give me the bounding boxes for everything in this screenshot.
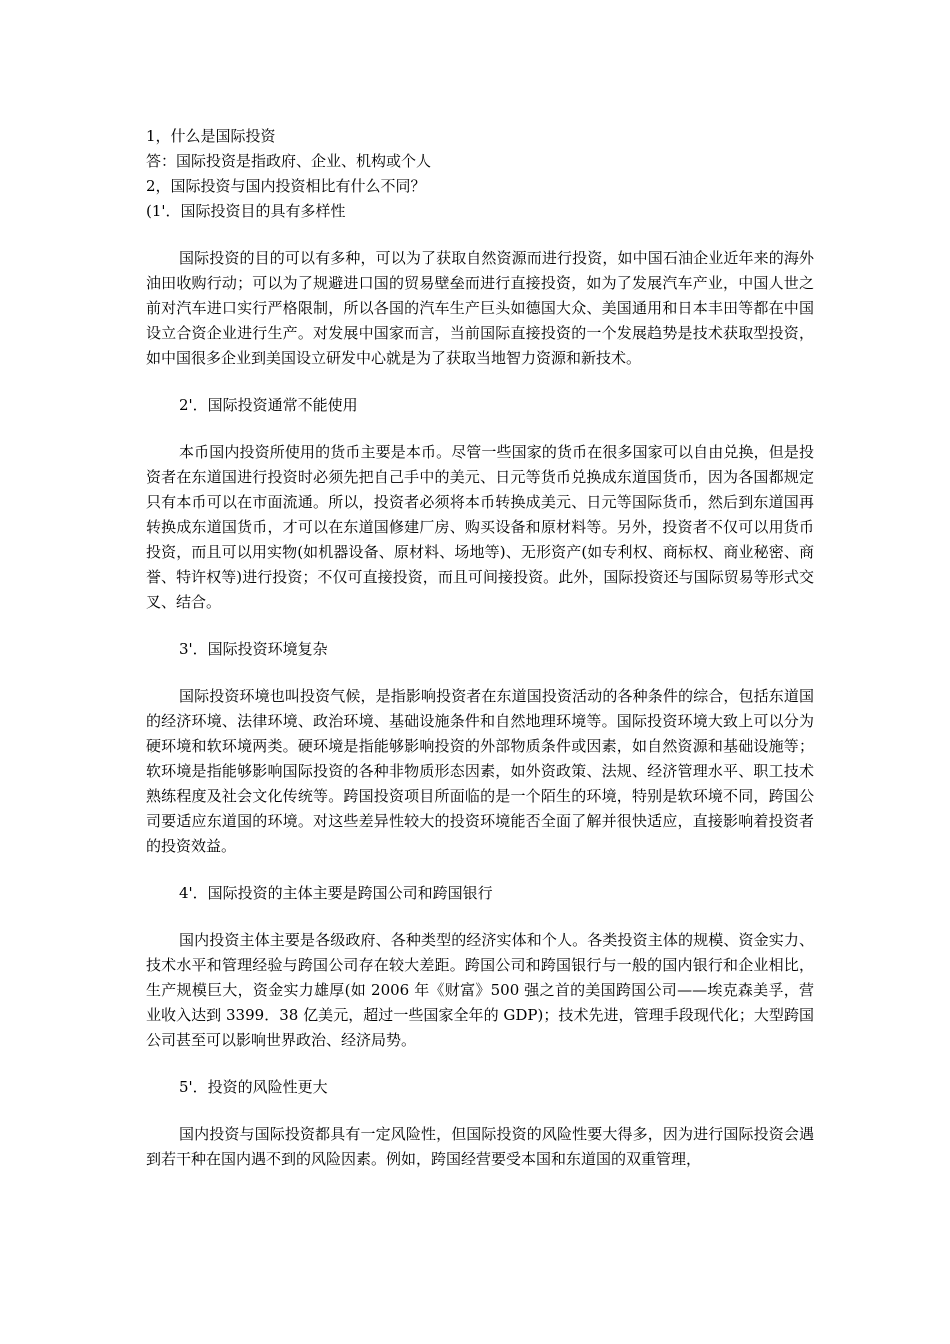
section-3-title: 3'．国际投资环境复杂 <box>179 640 328 658</box>
section-4-title: 4'．国际投资的主体主要是跨国公司和跨国银行 <box>179 884 493 902</box>
spacer <box>146 662 814 684</box>
section-5-title: 5'．投资的风险性更大 <box>179 1078 328 1096</box>
section-3-body: 国际投资环境也叫投资气候，是指影响投资者在东道国投资活动的各种条件的综合，包括东道国的经济环境、法律环境、政治环境、基础设施条件和自然地理环境等。国际投资环境大致上可以分为硬环境和软环境两类。硬环境是指能够影响投资的外部物质条件或因素，如自然资源和基础设施等；软环境是指能够影响国际投资的各种非物质形态因素，如外资政策、法规、经济管理水平、职工技术熟练程度及社会文化传统等。跨国投资项目所面临的是一个陌生的环境，特别是软环境不同，跨国公司要适应东道国的环境。对这些差异性较大的投资环境能否全面了解并很快适应，直接影响着投资者的投资效益。 <box>146 687 814 855</box>
section-2-body: 本币国内投资所使用的货币主要是本币。尽管一些国家的货币在很多国家可以自由兑换，但是投资者在东道国进行投资时必须先把自己手中的美元、日元等货币兑换成东道国货币，因为各国都规定只有本币可以在市面流通。所以，投资者必须将本币转换成美元、日元等国际货币，然后到东道国再转换成东道国货币，才可以在东道国修建厂房、购买设备和原材料等。另外，投资者不仅可以用货币投资，而且可以用实物(如机器设备、原材料、场地等)、无形资产(如专利权、商标权、商业秘密、商誉、特许权等)进行投资；不仅可直接投资，而且可间接投资。此外，国际投资还与国际贸易等形式交叉、结合。 <box>146 443 814 611</box>
spacer <box>146 371 814 393</box>
spacer <box>146 906 814 928</box>
question-2: 2，国际投资与国内投资相比有什么不同？ <box>146 177 426 195</box>
answer-1: 答：国际投资是指政府、企业、机构或个人 <box>146 152 432 170</box>
section-4-body: 国内投资主体主要是各级政府、各种类型的经济实体和个人。各类投资主体的规模、资金实力、技术水平和管理经验与跨国公司存在较大差距。跨国公司和跨国银行与一般的国内银行和企业相比，生产规模巨大，资金实力雄厚(如 2006 年《财富》500 强之首的美国跨国公司——埃克森美孚，营业收入达到 3399．38 亿美元，超过一些国家全年的 GDP)；技术先进，管理手段现代化；大型跨国公司甚至可以影响世界政治、经济局势。 <box>146 931 814 1049</box>
spacer <box>146 859 814 881</box>
spacer <box>146 615 814 637</box>
spacer <box>146 1100 814 1122</box>
question-1: 1，什么是国际投资 <box>146 127 276 145</box>
spacer <box>146 1053 814 1075</box>
spacer <box>146 224 814 246</box>
section-2-title: 2'．国际投资通常不能使用 <box>179 396 358 414</box>
spacer <box>146 418 814 440</box>
point-1-title: (1'．国际投资目的具有多样性 <box>146 202 346 220</box>
section-1-body: 国际投资的目的可以有多种，可以为了获取自然资源而进行投资，如中国石油企业近年来的海外油田收购行动；可以为了规避进口国的贸易壁垒而进行直接投资，如为了发展汽车产业，中国人世之前对汽车进口实行严格限制，所以各国的汽车生产巨头如德国大众、美国通用和日本丰田等都在中国设立合资企业进行生产。对发展中国家而言，当前国际直接投资的一个发展趋势是技术获取型投资，如中国很多企业到美国设立研发中心就是为了获取当地智力资源和新技术。 <box>146 249 814 367</box>
section-5-body: 国内投资与国际投资都具有一定风险性，但国际投资的风险性要大得多，因为进行国际投资会遇到若干种在国内遇不到的风险因素。例如，跨国经营要受本国和东道国的双重管理， <box>146 1125 814 1168</box>
document-page <box>146 124 814 1172</box>
